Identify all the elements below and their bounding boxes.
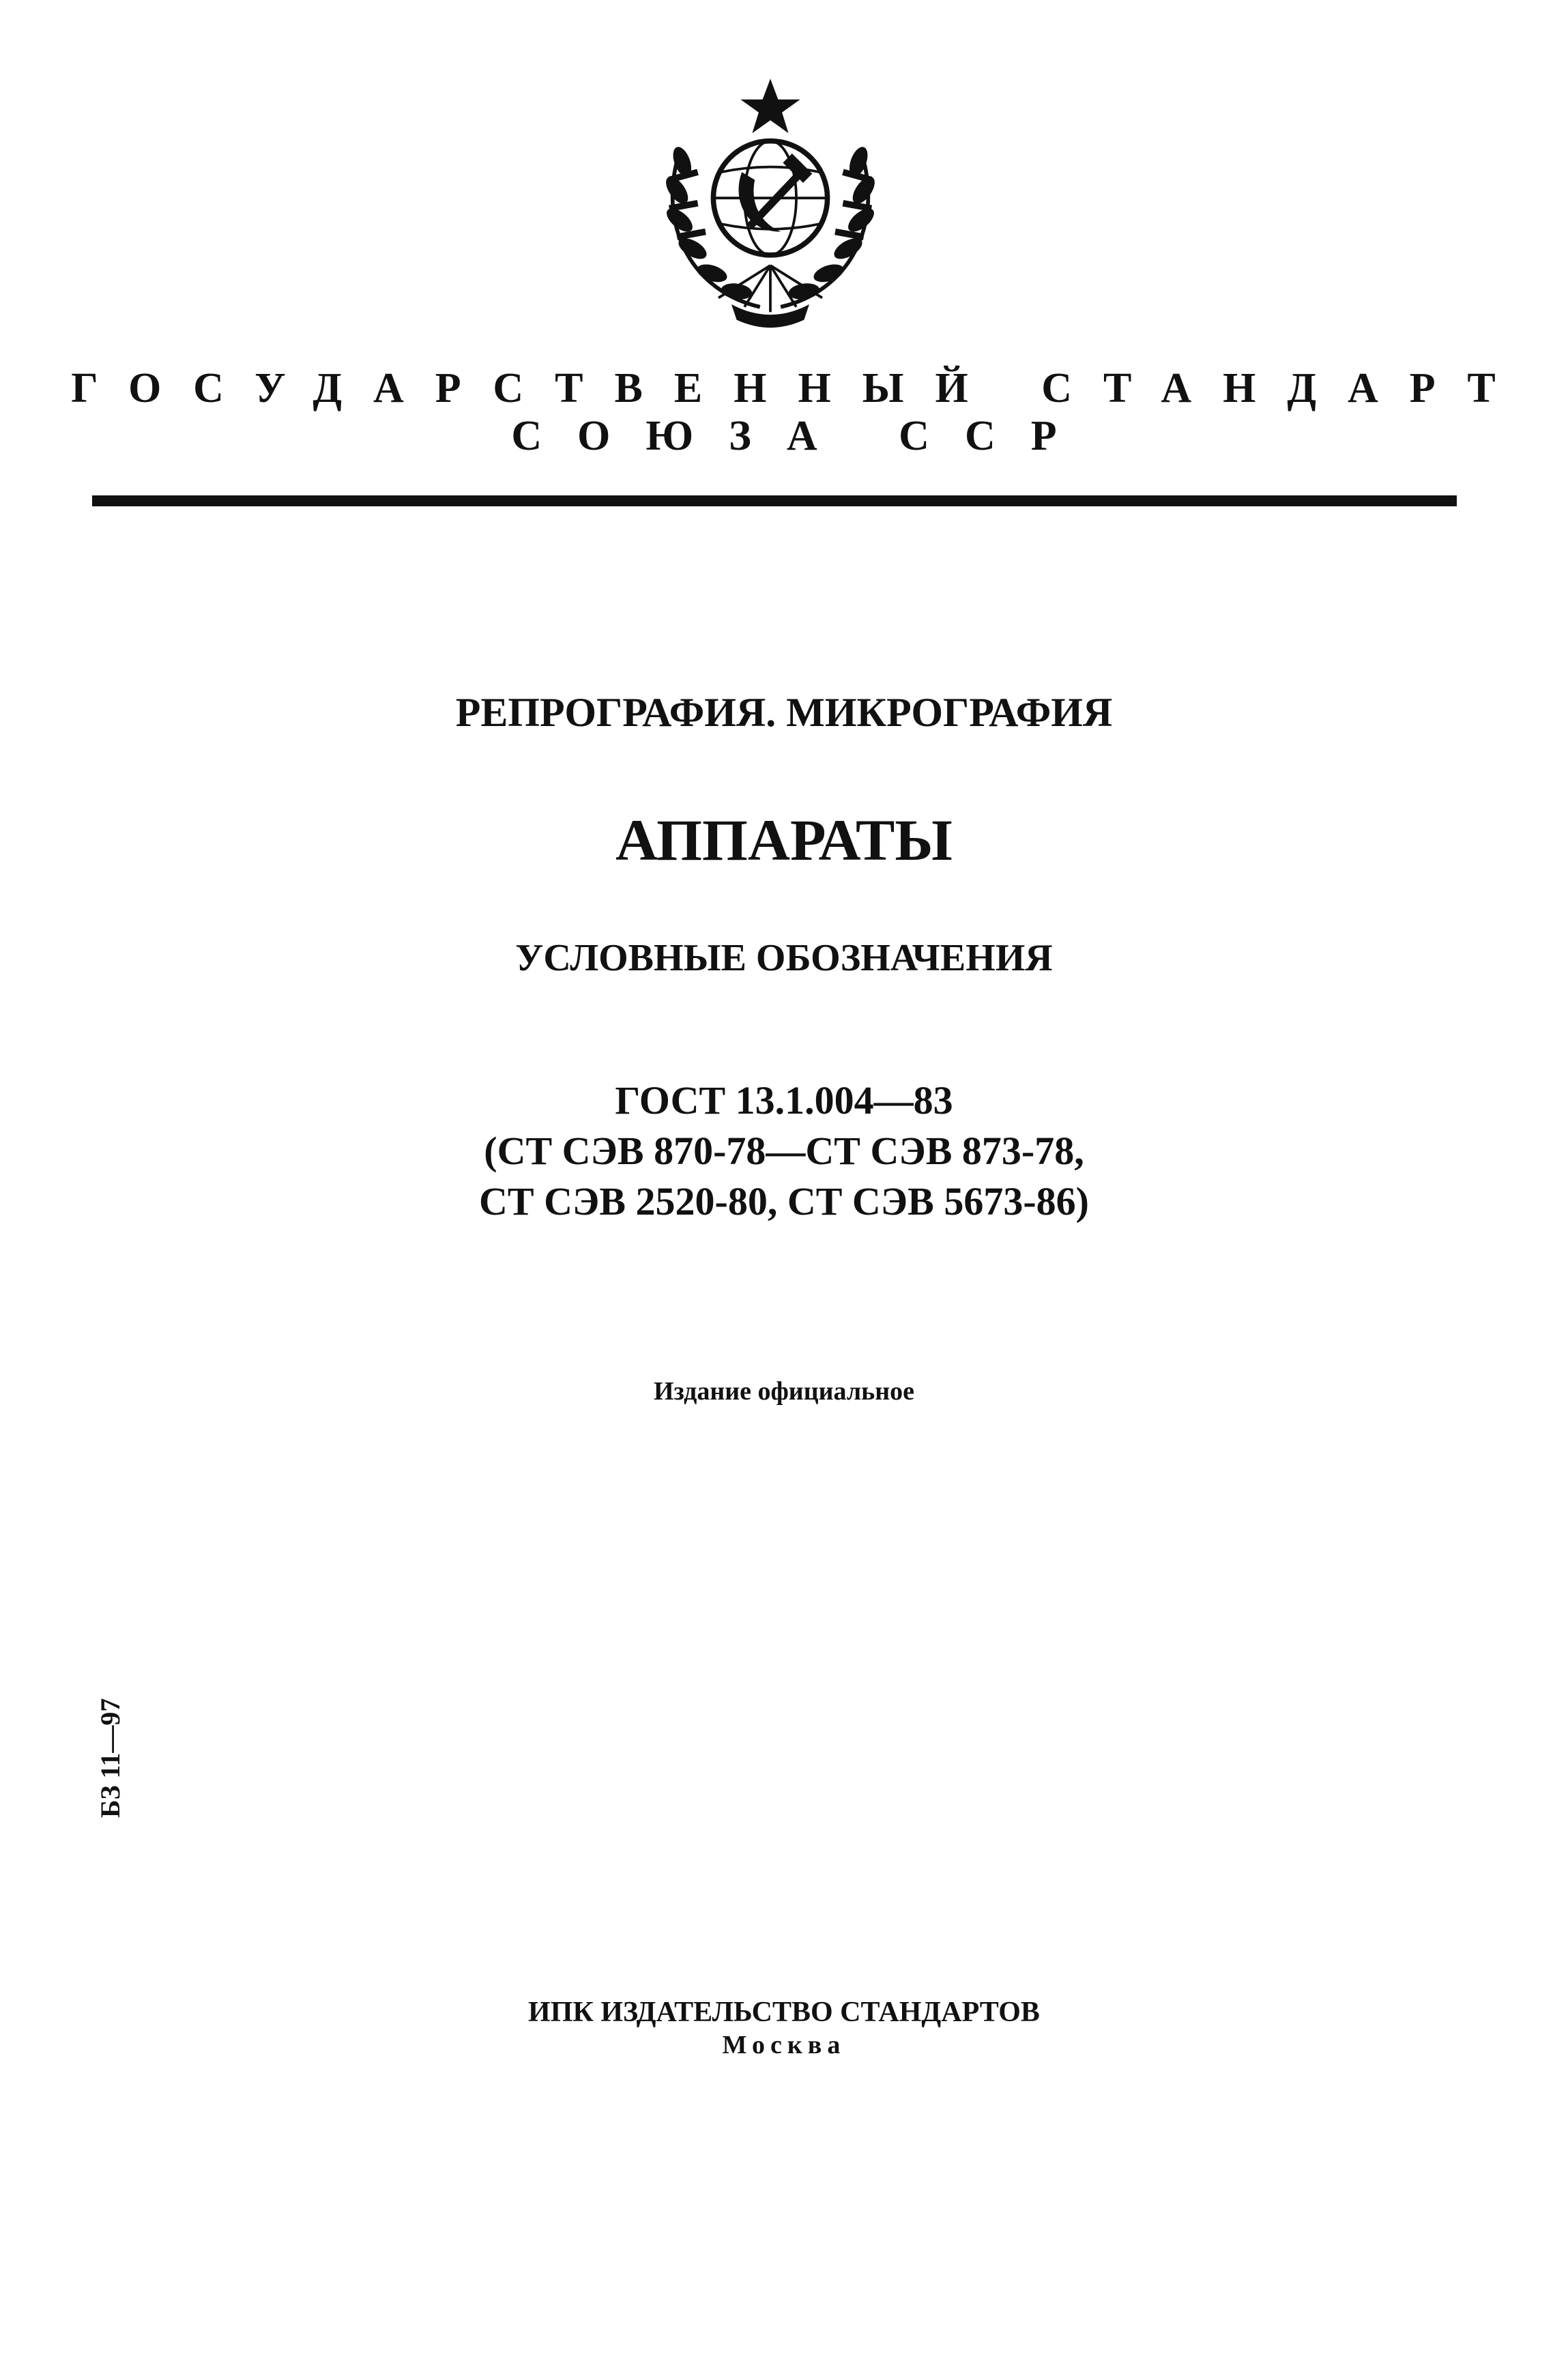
subtitle: УСЛОВНЫЕ ОБОЗНАЧЕНИЯ bbox=[515, 937, 1053, 979]
standard-designation: ГОСТ 13.1.004—83 bbox=[615, 1078, 953, 1122]
related-standards-line2: СТ СЭВ 2520-80, СТ СЭВ 5673-86) bbox=[479, 1179, 1089, 1223]
main-title: АППАРАТЫ bbox=[615, 807, 953, 873]
related-standards-line1: (СТ СЭВ 870-78—СТ СЭВ 873-78, bbox=[484, 1129, 1084, 1173]
publisher-name: ИПК ИЗДАТЕЛЬСТВО СТАНДАРТОВ bbox=[528, 1997, 1040, 2028]
ussr-coat-of-arms-icon bbox=[641, 71, 900, 330]
header-union: СОЮЗА ССР bbox=[511, 413, 1092, 459]
side-code: БЗ 11—97 bbox=[95, 1698, 126, 1818]
edition-note: Издание официальное bbox=[653, 1377, 914, 1406]
publisher-city: Москва bbox=[722, 2031, 846, 2059]
series-title: РЕПРОГРАФИЯ. МИКРОГРАФИЯ bbox=[455, 690, 1113, 735]
header-divider bbox=[92, 495, 1457, 506]
header-state-standard: ГОСУДАРСТВЕННЫЙ СТАНДАРТ bbox=[71, 365, 1527, 411]
